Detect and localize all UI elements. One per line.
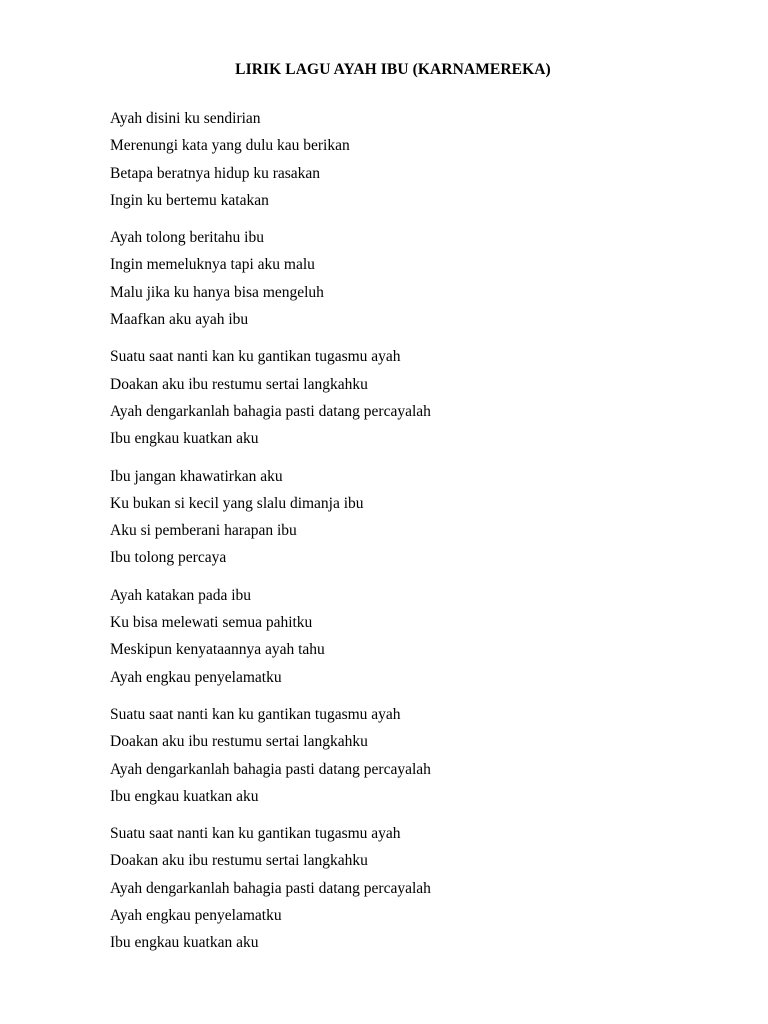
lyrics-line: Suatu saat nanti kan ku gantikan tugasmu ayah [110,825,401,843]
lyrics-line: Ayah disini ku sendirian [110,110,261,127]
lyrics-line: Ibu jangan khawatirkan aku [110,467,283,485]
lyrics-line: Aku si pemberani harapan ibu [110,522,297,540]
lyrics-line: Ayah katakan pada ibu [110,586,252,604]
lyrics-stanza [110,463,710,572]
lyrics-line: Betapa beratnya hidup ku rasakan [110,164,321,182]
lyrics-line: Ayah dengarkanlah bahagia pasti datang percayalah [110,879,431,897]
lyrics-body [110,105,710,967]
lyrics-stanza [110,582,710,691]
document-title: LIRIK LAGU AYAH IBU (KARNAMEREKA) [235,61,551,78]
lyrics-line: Ingin memeluknya tapi aku malu [110,256,315,274]
lyrics-stanza [110,105,710,214]
lyrics-line: Merenungi kata yang dulu kau berikan [110,137,350,155]
lyrics-line: Ibu engkau kuatkan aku [110,430,259,448]
lyrics-line: Ibu engkau kuatkan aku [110,787,259,805]
lyrics-line: Malu jika ku hanya bisa mengeluh [110,283,324,301]
lyrics-stanza [110,820,710,956]
lyrics-line: Maafkan aku ayah ibu [110,311,249,329]
lyrics-line: Doakan aku ibu restumu sertai langkahku [110,733,368,751]
lyrics-line: Suatu saat nanti kan ku gantikan tugasmu ayah [110,348,401,366]
lyrics-line: Ayah engkau penyelamatku [110,907,282,925]
lyrics-line: Doakan aku ibu restumu sertai langkahku [110,852,368,870]
lyrics-line: Ayah dengarkanlah bahagia pasti datang percayalah [110,760,431,778]
lyrics-stanza [110,343,710,452]
lyrics-line: Ayah dengarkanlah bahagia pasti datang percayalah [110,402,431,420]
lyrics-line: Suatu saat nanti kan ku gantikan tugasmu ayah [110,705,401,723]
lyrics-line: Ku bisa melewati semua pahitku [110,614,313,632]
lyrics-line: Ibu tolong percaya [110,549,227,567]
lyrics-line: Ayah tolong beritahu ibu [110,229,264,247]
lyrics-stanza [110,701,710,810]
lyrics-line: Doakan aku ibu restumu sertai langkahku [110,375,368,393]
lyrics-line: Ayah engkau penyelamatku [110,668,282,686]
lyrics-line: Meskipun kenyataannya ayah tahu [110,641,325,659]
lyrics-stanza [110,224,710,333]
lyrics-line: Ingin ku bertemu katakan [110,191,269,209]
lyrics-line: Ibu engkau kuatkan aku [110,934,259,952]
lyrics-line: Ku bukan si kecil yang slalu dimanja ibu [110,494,364,512]
